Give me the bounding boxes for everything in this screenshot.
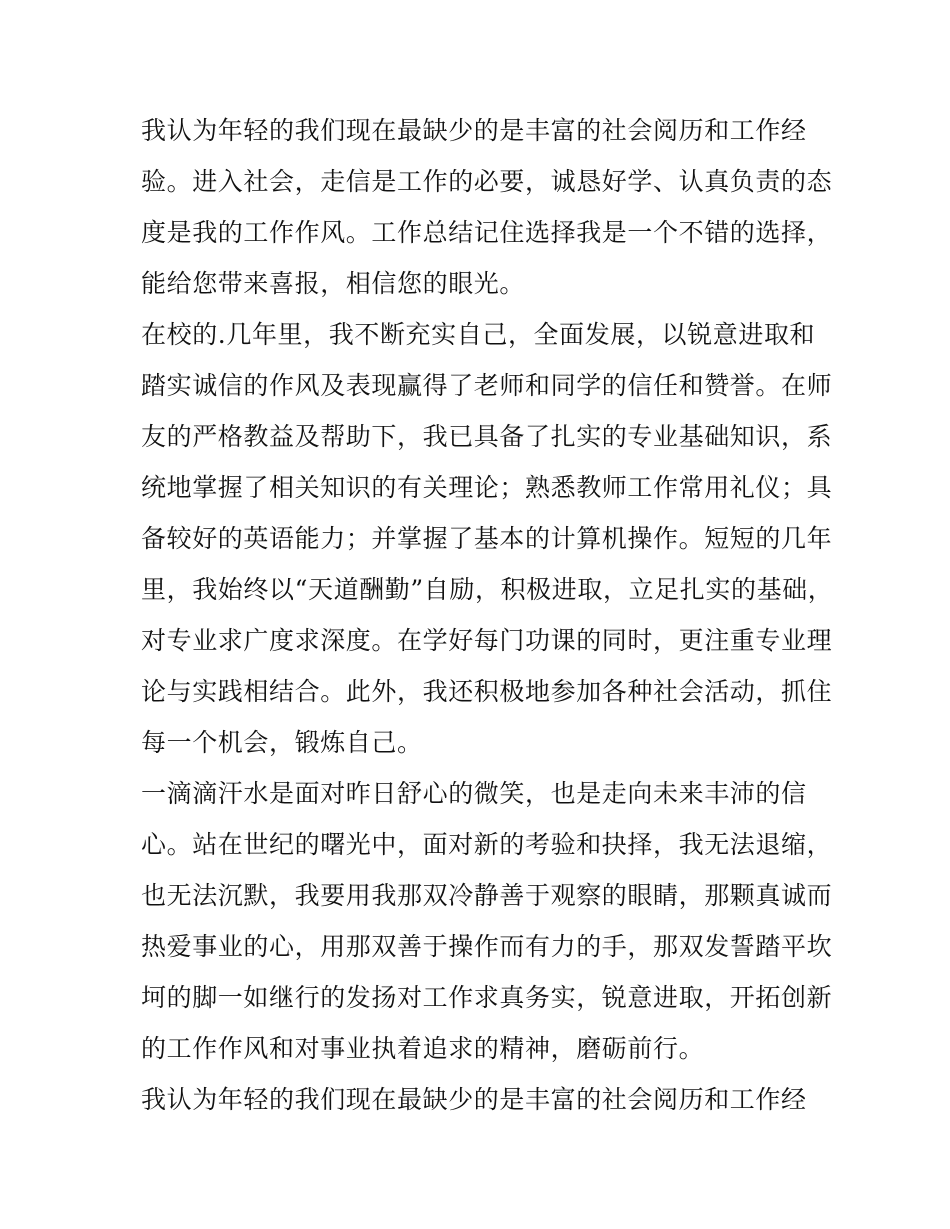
text-line: 能给您带来喜报，相信您的眼光。 <box>141 269 526 298</box>
text-line: 友的严格教益及帮助下，我已具备了扎实的专业基础知识，系 <box>141 422 833 451</box>
text-line: 度是我的工作作风。工作总结记住选择我是一个不错的选择， <box>141 218 833 247</box>
text-line: 在校的.几年里，我不断充实自己，全面发展，以锐意进取和 <box>141 320 816 349</box>
paragraph-2 <box>141 309 834 768</box>
text-line: 里，我始终以“天道酬勤”自励，积极进取，立足扎实的基础， <box>141 575 834 604</box>
text-line: 统地掌握了相关知识的有关理论；熟悉教师工作常用礼仪；具 <box>141 473 833 502</box>
text-line: 备较好的英语能力；并掌握了基本的计算机操作。短短的几年 <box>141 524 833 553</box>
text-line: 踏实诚信的作风及表现赢得了老师和同学的信任和赞誉。在师 <box>141 371 833 400</box>
paragraph-4 <box>141 1074 831 1125</box>
text-line: 也无法沉默，我要用我那双冷静善于观察的眼睛，那颗真诚而 <box>141 881 833 910</box>
text-line: 验。进入社会，走信是工作的必要，诚恳好学、认真负责的态 <box>141 167 833 196</box>
text-line: 一滴滴汗水是面对昨日舒心的微笑，也是走向未来丰沛的信 <box>141 779 807 808</box>
text-line: 我认为年轻的我们现在最缺少的是丰富的社会阅历和工作经 <box>141 1085 807 1114</box>
text-line: 每一个机会，锻炼自己。 <box>141 728 423 757</box>
text-line: 热爱事业的心，用那双善于操作而有力的手，那双发誓踏平坎 <box>141 932 833 961</box>
text-line: 的工作作风和对事业执着追求的精神，磨砺前行。 <box>141 1034 705 1063</box>
text-line: 我认为年轻的我们现在最缺少的是丰富的社会阅历和工作经 <box>141 116 807 145</box>
text-line: 坷的脚一如继行的发扬对工作求真务实，锐意进取，开拓创新 <box>141 983 833 1012</box>
text-line: 论与实践相结合。此外，我还积极地参加各种社会活动，抓住 <box>141 677 833 706</box>
paragraph-3 <box>141 768 831 1074</box>
document-body <box>141 105 834 1125</box>
paragraph-1 <box>141 105 831 309</box>
text-line: 心。站在世纪的曙光中，面对新的考验和抉择，我无法退缩， <box>141 830 833 859</box>
text-line: 对专业求广度求深度。在学好每门功课的同时，更注重专业理 <box>141 626 833 655</box>
